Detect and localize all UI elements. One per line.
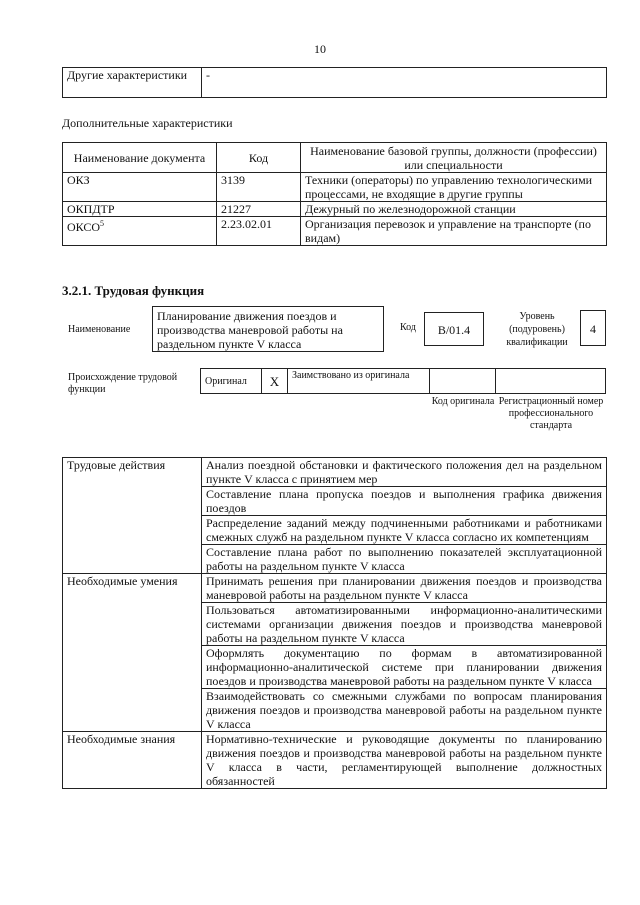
function-details-table <box>62 457 607 789</box>
other-characteristics-value: - <box>202 68 607 98</box>
table-row <box>63 173 607 202</box>
row-code: 3139 <box>217 173 301 202</box>
origin-code-cell <box>430 368 496 394</box>
list-item: Распределение заданий между подчиненными работниками и работниками смежных служб на раздельном пункте V класса согласно их компетенциям <box>202 516 607 545</box>
list-item: Анализ поездной обстановки и фактического положения дел на раздельном пункте V класса с принятием мер <box>202 458 607 487</box>
list-item: Составление плана работ по выполнению показателей эксплуатационной работы на раздельном пункте V класса <box>202 545 607 574</box>
row-document: ОКЗ <box>63 173 217 202</box>
row-name: Дежурный по железнодорожной станции <box>301 202 607 217</box>
page-number: 10 <box>314 42 326 56</box>
column-header-name: Наименование базовой группы, должности (профессии) или специальности <box>301 143 607 173</box>
table-row <box>63 574 607 603</box>
list-item: Пользоваться автоматизированными информационно-аналитическими системами организации движения поездов и производства маневровой работы на раздельном пункте V класса <box>202 603 607 646</box>
row-document: ОКПДТР <box>63 202 217 217</box>
origin-original-mark: X <box>262 368 288 394</box>
additional-characteristics-title: Дополнительные характеристики <box>62 116 233 130</box>
origin-label: Происхождение трудовой функции <box>68 372 178 395</box>
list-item: Оформлять документацию по формам в автоматизированной информационно-аналитической системе при планировании движения поездов и производства маневровой работы на раздельном пункте V класса <box>202 646 607 689</box>
section-title: 3.2.1. Трудовая функция <box>62 283 205 298</box>
row-name: Организация перевозок и управление на транспорте (по видам) <box>301 217 607 246</box>
function-code-value: В/01.4 <box>424 312 484 346</box>
table-row <box>63 217 607 246</box>
origin-reg-number-cell <box>496 368 606 394</box>
list-item: Принимать решения при планировании движения поездов и производства маневровой работы на раздельном пункте V класса <box>202 574 607 603</box>
other-characteristics-label: Другие характеристики <box>63 68 202 98</box>
category-required-knowledge: Необходимые знания <box>63 732 202 789</box>
row-code: 21227 <box>217 202 301 217</box>
category-required-skills: Необходимые умения <box>63 574 202 732</box>
qualification-level-value: 4 <box>580 310 606 346</box>
function-name-label: Наименование <box>68 324 131 335</box>
additional-characteristics-table <box>62 142 607 246</box>
other-characteristics-table <box>62 67 607 98</box>
row-document <box>63 217 217 246</box>
origin-code-caption: Код оригинала <box>431 396 495 407</box>
row-document-text: ОКСО <box>67 220 101 234</box>
origin-reg-number-caption: Регистрационный номер профессионального стандарта <box>498 396 604 431</box>
column-header-code: Код <box>217 143 301 173</box>
table-row <box>63 732 607 789</box>
table-row <box>63 202 607 217</box>
origin-original-label: Оригинал <box>200 368 262 394</box>
function-code-label: Код <box>400 322 416 333</box>
row-name: Техники (операторы) по управлению технологическими процессами, не входящие в другие группы <box>301 173 607 202</box>
list-item: Взаимодействовать со смежными службами по вопросам планирования движения поездов и производства маневровой работы на раздельном пункте V класса <box>202 689 607 732</box>
origin-borrowed-label: Заимствовано из оригинала <box>288 368 430 394</box>
origin-row <box>200 368 606 394</box>
function-name-value: Планирование движения поездов и производства маневровой работы на раздельном пункте V класса <box>152 306 384 352</box>
list-item: Нормативно-технические и руководящие документы по планированию движения поездов и производства маневровой работы на раздельном пункте V класса в части, регламентирующей выполнение должностных обязанностей <box>202 732 607 789</box>
table-row <box>63 458 607 487</box>
qualification-level-label: Уровень (подуровень) квалификации <box>506 311 568 348</box>
category-labor-actions: Трудовые действия <box>63 458 202 574</box>
column-header-document: Наименование документа <box>63 143 217 173</box>
footnote-marker: 5 <box>100 219 105 228</box>
row-code: 2.23.02.01 <box>217 217 301 246</box>
list-item: Составление плана пропуска поездов и выполнения графика движения поездов <box>202 487 607 516</box>
